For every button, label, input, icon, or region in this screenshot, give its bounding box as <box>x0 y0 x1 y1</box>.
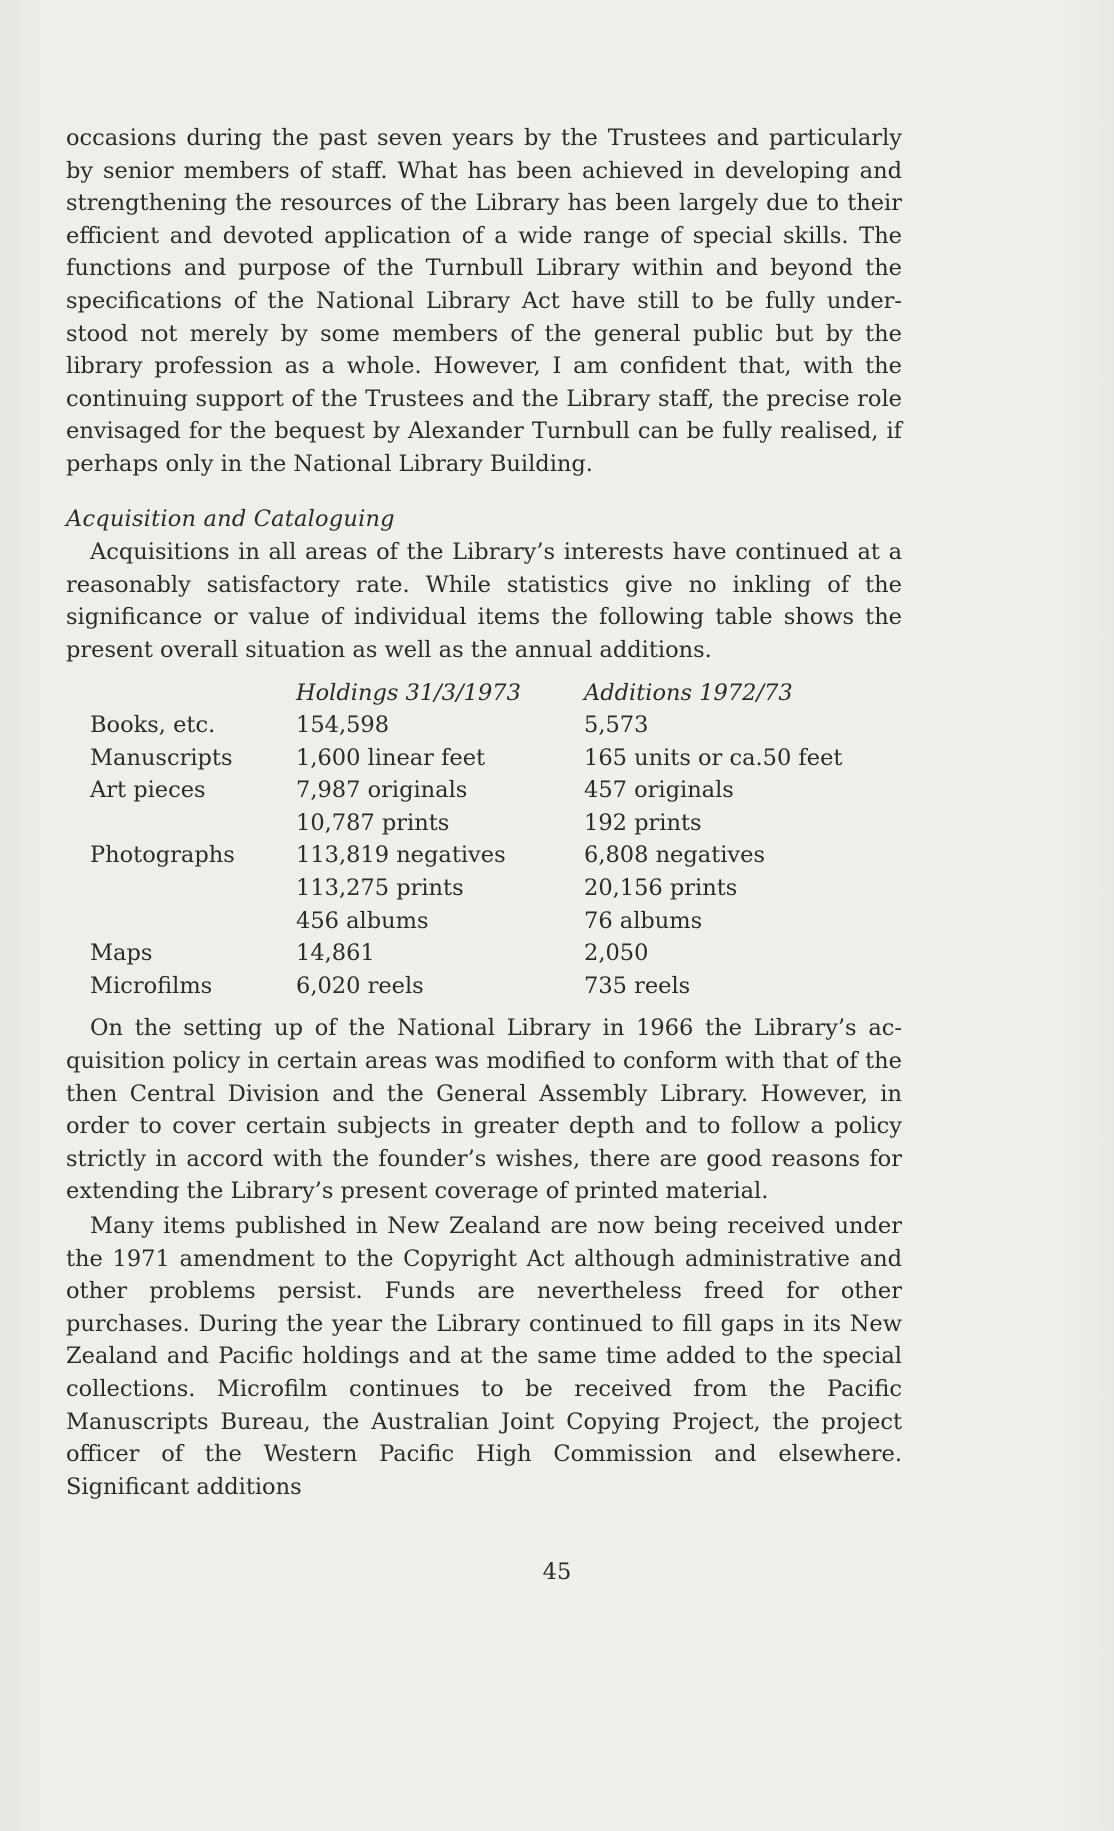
row-additions: 457 originals <box>584 777 734 804</box>
table-row <box>66 905 902 938</box>
row-category: Manuscripts <box>90 744 233 771</box>
paragraph-copyright: Many items published in New Zealand are now being received under the 1971 amendment to the Copyright Act although administrative and other problems persist. Funds are nevertheless freed for other purchases. During the year the Library continued to fill gaps in its New Zealand and Pacific holdings and at the same time added to the special collections. Microfilm continues to be received from the Pacific Manuscripts Bureau, the Australian Joint Copying Project, the project officer of the Western Pacific High Commission and elsewhere. Significant additions <box>66 1213 902 1500</box>
row-category: Photographs <box>90 842 235 869</box>
row-category <box>66 905 296 938</box>
table-row <box>66 839 902 872</box>
row-category: Microfilms <box>90 972 213 999</box>
table-row <box>66 807 902 840</box>
paragraph-continuation: occasions during the past seven years by the Trustees and particularly by senior members of staff. What has been achieved in developing and strengthening the resources of the Library has been largely due to their efficient and devoted application of a wide range of special skills. The functions and purpose of the Turnbull Library within and beyond the specifications of the National Library Act have still to be fully understood not merely by some members of the general public but by the library profession as a whole. However, I am confident that, with the continuing support of the Trustees and the Library staff, the precise role envisaged for the bequest by Alexander Turnbull can be fully realised, if perhaps only in the National Library Building. <box>66 125 902 477</box>
row-additions: 76 albums <box>584 907 703 934</box>
row-category: Maps <box>90 940 153 967</box>
table-row <box>66 872 902 905</box>
section-heading: Acquisition and Cataloguing <box>66 505 395 532</box>
row-holdings: 113,819 negatives <box>296 842 506 869</box>
paragraph-acquisitions: Acquisitions in all areas of the Library’s interests have continued at a reasonably satisfactory rate. While statistics give no inkling of the significance or value of individual items the following table shows the present overall situation as well as the annual additions. <box>66 539 902 663</box>
table-row <box>66 970 902 1003</box>
holdings-table <box>66 677 902 1003</box>
row-category: Books, etc. <box>90 712 216 739</box>
row-holdings: 7,987 originals <box>296 777 468 804</box>
header-category <box>66 677 296 710</box>
row-additions: 2,050 <box>584 940 649 967</box>
row-holdings: 1,600 linear feet <box>296 744 486 771</box>
row-holdings: 154,598 <box>296 712 390 739</box>
table-row <box>66 709 902 742</box>
page-number: 45 <box>542 1559 572 1585</box>
row-holdings: 6,020 reels <box>296 972 424 999</box>
row-additions: 6,808 negatives <box>584 842 765 869</box>
row-holdings: 10,787 prints <box>296 809 450 836</box>
row-additions: 192 prints <box>584 809 702 836</box>
table-row <box>66 937 902 970</box>
text-column <box>66 122 902 1503</box>
row-additions: 5,573 <box>584 712 649 739</box>
row-additions: 735 reels <box>584 972 691 999</box>
table-header-row <box>66 677 902 710</box>
row-category <box>66 872 296 905</box>
row-additions: 165 units or ca.50 feet <box>584 744 843 771</box>
row-category <box>66 807 296 840</box>
paragraph-policy: On the setting up of the National Library in 1966 the Library’s acquisition policy in certain areas was modified to conform with that of the then Central Division and the General Assembly Library. However, in order to cover certain subjects in greater depth and to follow a policy strictly in accord with the founder’s wishes, there are good reasons for extending the Library’s present coverage of printed material. <box>66 1015 902 1205</box>
row-holdings: 456 albums <box>296 907 429 934</box>
row-holdings: 113,275 prints <box>296 875 464 902</box>
header-holdings: Holdings 31/3/1973 <box>296 679 521 706</box>
row-holdings: 14,861 <box>296 940 375 967</box>
table-row <box>66 774 902 807</box>
header-additions: Additions 1972/73 <box>584 679 793 706</box>
table-row <box>66 742 902 775</box>
row-additions: 20,156 prints <box>584 875 738 902</box>
row-category: Art pieces <box>90 777 206 804</box>
